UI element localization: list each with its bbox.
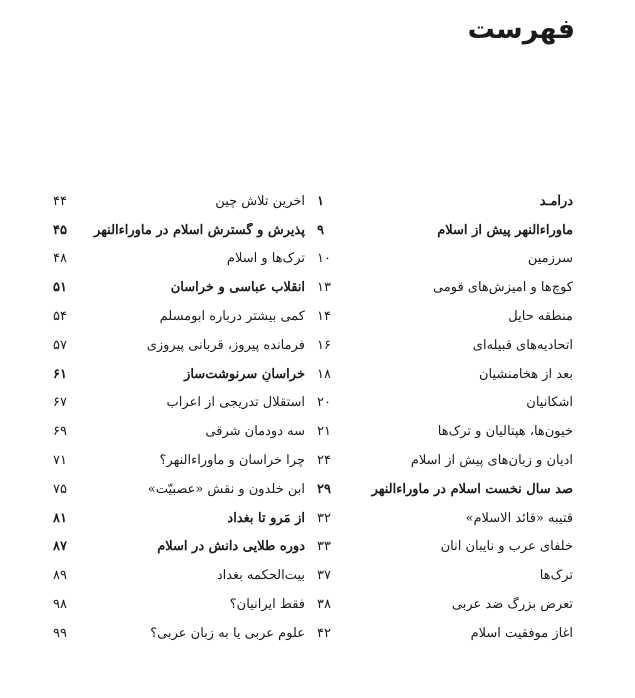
toc-entry[interactable] (53, 360, 305, 389)
toc-entry-page-number: ۹۹ (53, 625, 67, 641)
toc-entry[interactable] (53, 302, 305, 331)
toc-entry[interactable] (317, 187, 573, 216)
toc-entry[interactable] (317, 273, 573, 302)
toc-entry-page-number: ۴۴ (53, 193, 67, 209)
toc-entry-page-number: ۱۰ (317, 251, 331, 267)
toc-entry-page-number: ۱۸ (317, 366, 331, 382)
toc-left-column (53, 187, 305, 648)
toc-entry-page-number: ۷۱ (53, 453, 67, 469)
toc-entry-page-number: ۸۱ (53, 510, 67, 526)
toc-entry-title: خلفای عرب و نایبان آنان (440, 539, 573, 555)
toc-entry[interactable] (317, 417, 573, 446)
toc-entry[interactable] (317, 216, 573, 245)
toc-entry-title: از مَرو تا بغداد (227, 510, 305, 526)
toc-entry-title: ابن خلدون و نقش «عصبیّت» (147, 481, 305, 497)
toc-entry-title: کوچ‌ها و آمیزش‌های قومی (432, 280, 573, 296)
toc-entry-page-number: ۱۶ (317, 337, 331, 353)
toc-entry-page-number: ۴۲ (317, 625, 331, 641)
toc-entry[interactable] (317, 302, 573, 331)
toc-entry-title: علوم عربی یا به زبان عربی؟ (150, 625, 305, 641)
toc-entry-title: انقلاب عباسی و خراسان (170, 280, 305, 296)
toc-entry[interactable] (53, 417, 305, 446)
toc-entry[interactable] (53, 273, 305, 302)
toc-entry-title: ماوراءالنهر پیش از اسلام (437, 222, 573, 238)
toc-entry-title: اشکانیان (526, 395, 573, 411)
toc-entry-title: درآمـد (539, 193, 573, 209)
toc-entry-page-number: ۲۴ (317, 453, 331, 469)
toc-entry-title: ترک‌ها و اسلام (226, 251, 305, 267)
toc-entry-title: بعد از هخامنشیان (479, 366, 573, 382)
toc-entry[interactable] (317, 389, 573, 418)
toc-entry[interactable] (53, 561, 305, 590)
toc-entry-page-number: ۴۵ (53, 222, 67, 238)
toc-entry-page-number: ۶۷ (53, 395, 67, 411)
toc-entry[interactable] (53, 446, 305, 475)
toc-entry[interactable] (53, 389, 305, 418)
toc-entry[interactable] (317, 533, 573, 562)
toc-entry-page-number: ۶۱ (53, 366, 67, 382)
toc-entry-title: بیت‌الحکمه بغداد (216, 568, 305, 584)
toc-entry-page-number: ۹۸ (53, 597, 67, 613)
toc-entry[interactable] (317, 331, 573, 360)
toc-entry-title: آخرین تلاش چین (215, 193, 305, 209)
toc-entry[interactable] (53, 331, 305, 360)
toc-entry-title: خیون‌ها، هپتالیان و ترک‌ها (437, 424, 573, 440)
toc-entry-page-number: ۱۳ (317, 280, 331, 296)
toc-entry-page-number: ۳۲ (317, 510, 331, 526)
toc-entry[interactable] (53, 216, 305, 245)
toc-entry-title: دوره طلایی دانش در اسلام (157, 539, 305, 555)
toc-entry[interactable] (53, 590, 305, 619)
toc-entry-page-number: ۱ (317, 193, 324, 209)
toc-entry-title: خراسانِ سرنوشت‌ساز (184, 366, 305, 382)
toc-entry-page-number: ۳۸ (317, 597, 331, 613)
toc-entry-title: کمی بیشتر درباره ابومسلم (159, 309, 305, 325)
toc-right-column (317, 187, 573, 648)
toc-entry-title: قتیبه «قائد الاسلام» (465, 510, 573, 526)
toc-entry[interactable] (53, 245, 305, 274)
toc-entry-page-number: ۸۹ (53, 568, 67, 584)
toc-entry-page-number: ۹ (317, 222, 324, 238)
toc-entry[interactable] (53, 475, 305, 504)
toc-entry[interactable] (53, 504, 305, 533)
toc-entry-page-number: ۵۷ (53, 337, 67, 353)
toc-entry-page-number: ۸۷ (53, 539, 67, 555)
toc-entry-title: فرمانده پیروز، قربانی پیروزی (146, 337, 305, 353)
toc-entry-page-number: ۲۱ (317, 424, 331, 440)
toc-entry-title: استقلال تدریجی از اعراب (166, 395, 305, 411)
toc-entry-page-number: ۶۹ (53, 424, 67, 440)
toc-entry-page-number: ۳۷ (317, 568, 331, 584)
toc-entry-page-number: ۴۸ (53, 251, 67, 267)
toc-entry[interactable] (317, 446, 573, 475)
toc-entry-title: فقط ایرانیان؟ (229, 597, 305, 613)
toc-entry-title: ادیان و زبان‌های پیش از اسلام (410, 453, 573, 469)
toc-entry-title: چرا خراسان و ماوراءالنهر؟ (159, 453, 305, 469)
toc-entry-title: سرزمین (527, 251, 573, 267)
toc-entry-page-number: ۷۵ (53, 481, 67, 497)
toc-entry-page-number: ۵۴ (53, 309, 67, 325)
toc-entry[interactable] (317, 504, 573, 533)
toc-entry[interactable] (317, 360, 573, 389)
toc-entry[interactable] (53, 619, 305, 648)
toc-entry[interactable] (317, 561, 573, 590)
toc-entry-title: آغاز موفقیت اسلام (470, 625, 573, 641)
toc-entry[interactable] (53, 533, 305, 562)
toc-entry-title: منطقه حایل (508, 309, 573, 325)
toc-entry[interactable] (317, 590, 573, 619)
toc-entry-title: صد سال نخست اسلام در ماوراءالنهر (371, 481, 573, 497)
toc-entry[interactable] (317, 619, 573, 648)
toc-entry-page-number: ۲۹ (317, 481, 331, 497)
toc-entry[interactable] (53, 187, 305, 216)
toc-entry-page-number: ۵۱ (53, 280, 67, 296)
toc-entry-title: سه دودمان شرقی (205, 424, 305, 440)
toc-entry-title: ترک‌ها (539, 568, 573, 584)
toc-entry-title: تعرض بزرگ ضد عربی (451, 597, 573, 613)
toc-entry[interactable] (317, 475, 573, 504)
toc-entry[interactable] (317, 245, 573, 274)
toc-entry-title: اتحادیه‌های قبیله‌ای (472, 337, 573, 353)
page-title: فهرست (467, 14, 575, 45)
toc-entry-page-number: ۲۰ (317, 395, 331, 411)
toc-entry-page-number: ۱۴ (317, 309, 331, 325)
toc-entry-page-number: ۳۳ (317, 539, 331, 555)
toc-entry-title: پذیرش و گسترش اسلام در ماوراءالنهر (93, 222, 305, 238)
